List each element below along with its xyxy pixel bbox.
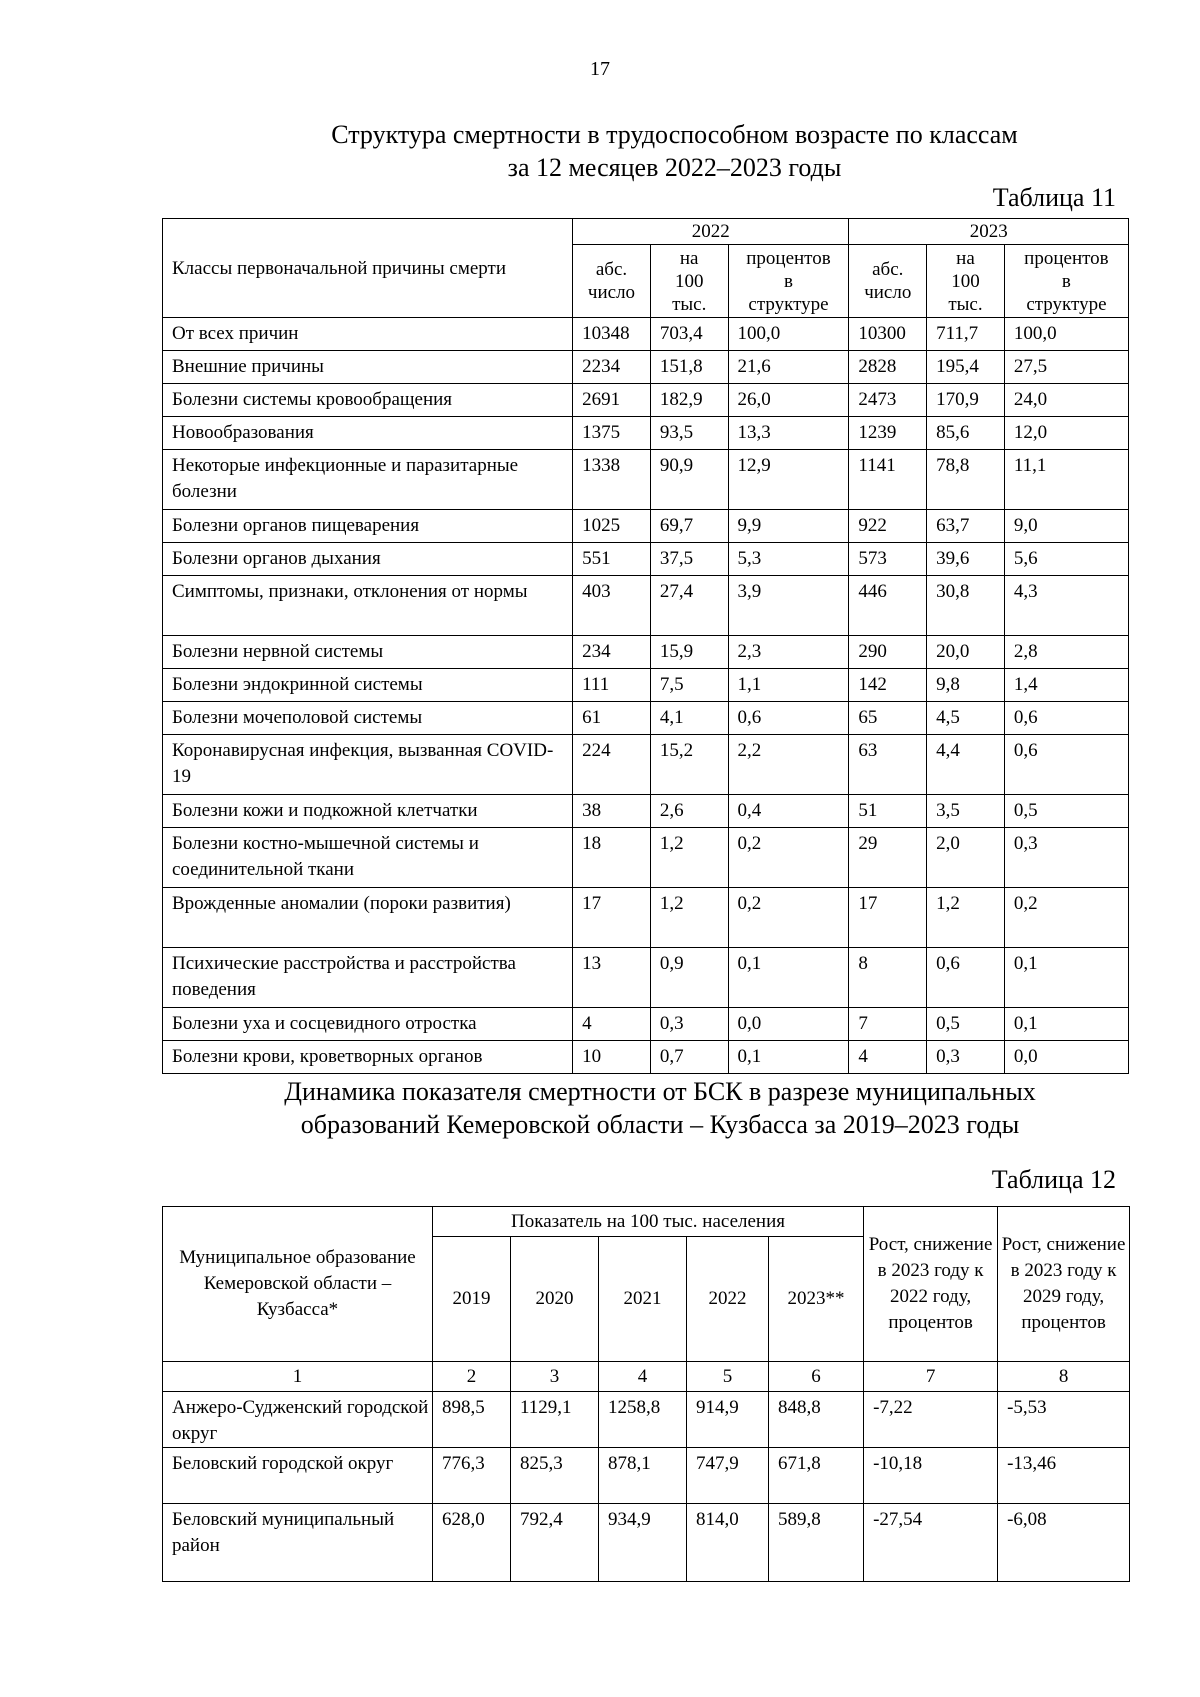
table11-title-line1: Структура смертности в трудоспособном возрасте по классам — [331, 120, 1018, 149]
table-row — [163, 1448, 1130, 1504]
per100k-2022: 1,2 — [650, 888, 728, 948]
abs-2023: 10300 — [849, 318, 927, 351]
cause-name: Болезни уха и сосцевидного отростка — [163, 1008, 573, 1041]
header-year-2020: 2020 — [511, 1237, 599, 1362]
cause-name: Болезни системы кровообращения — [163, 384, 573, 417]
per100k-2022: 27,4 — [650, 576, 728, 636]
pct-2023: 0,6 — [1004, 735, 1128, 795]
cause-name: Внешние причины — [163, 351, 573, 384]
cause-name: Симптомы, признаки, отклонения от нормы — [163, 576, 573, 636]
header-municipality: Муниципальное образование Кемеровской области – Кузбасса* — [163, 1207, 433, 1362]
table-row — [163, 1008, 1129, 1041]
pct-2023: 9,0 — [1004, 510, 1128, 543]
per100k-2023: 9,8 — [927, 669, 1005, 702]
table-row — [163, 576, 1129, 636]
abs-2023: 17 — [849, 888, 927, 948]
table-row — [163, 351, 1129, 384]
abs-2022: 13 — [573, 948, 651, 1008]
table-row — [163, 384, 1129, 417]
pct-2022: 0,2 — [728, 828, 849, 888]
table-row — [163, 1392, 1130, 1448]
pct-2023: 0,1 — [1004, 1008, 1128, 1041]
cause-name: От всех причин — [163, 318, 573, 351]
abs-2023: 1141 — [849, 450, 927, 510]
pct-2022: 100,0 — [728, 318, 849, 351]
municipality-name: Беловский муниципальный район — [163, 1504, 433, 1582]
pct-2023: 4,3 — [1004, 576, 1128, 636]
pct-2023: 24,0 — [1004, 384, 1128, 417]
header-year-2023: 2023 — [849, 219, 1129, 245]
header-year-2019: 2019 — [433, 1237, 511, 1362]
value-2021: 878,1 — [599, 1448, 687, 1504]
value-2023: 671,8 — [769, 1448, 864, 1504]
cause-name: Коронавирусная инфекция, вызванная COVID-19 — [163, 735, 573, 795]
pct-2022: 2,3 — [728, 636, 849, 669]
bsk-mortality-dynamics-table — [162, 1206, 1130, 1582]
header-year-2022: 2022 — [573, 219, 849, 245]
table-row — [163, 702, 1129, 735]
header-year-2022: 2022 — [687, 1237, 769, 1362]
value-2022: 747,9 — [687, 1448, 769, 1504]
col-number: 3 — [511, 1362, 599, 1392]
per100k-2022: 69,7 — [650, 510, 728, 543]
abs-2022: 4 — [573, 1008, 651, 1041]
per100k-2023: 30,8 — [927, 576, 1005, 636]
value-2019: 898,5 — [433, 1392, 511, 1448]
abs-2022: 17 — [573, 888, 651, 948]
mortality-structure-table — [162, 218, 1129, 1074]
value-2019: 776,3 — [433, 1448, 511, 1504]
col-number: 1 — [163, 1362, 433, 1392]
col-number: 8 — [998, 1362, 1130, 1392]
abs-2022: 2234 — [573, 351, 651, 384]
table12-column-numbers — [163, 1362, 1130, 1392]
cause-name: Некоторые инфекционные и паразитарные болезни — [163, 450, 573, 510]
abs-2022: 1025 — [573, 510, 651, 543]
table11-label: Таблица 11 — [992, 183, 1116, 212]
pct-2023: 5,6 — [1004, 543, 1128, 576]
per100k-2022: 7,5 — [650, 669, 728, 702]
abs-2023: 922 — [849, 510, 927, 543]
per100k-2023: 2,0 — [927, 828, 1005, 888]
pct-2023: 1,4 — [1004, 669, 1128, 702]
table12-body — [163, 1392, 1130, 1582]
per100k-2023: 170,9 — [927, 384, 1005, 417]
per100k-2023: 0,3 — [927, 1041, 1005, 1074]
cause-name: Новообразования — [163, 417, 573, 450]
pct-2023: 0,1 — [1004, 948, 1128, 1008]
header-per100k-2022: на 100 тыс. — [650, 245, 728, 318]
abs-2023: 4 — [849, 1041, 927, 1074]
value-2022: 814,0 — [687, 1504, 769, 1582]
abs-2022: 1338 — [573, 450, 651, 510]
value-2020: 1129,1 — [511, 1392, 599, 1448]
per100k-2023: 4,4 — [927, 735, 1005, 795]
per100k-2023: 1,2 — [927, 888, 1005, 948]
abs-2022: 224 — [573, 735, 651, 795]
pct-2023: 27,5 — [1004, 351, 1128, 384]
table12-header-top — [163, 1207, 1130, 1237]
abs-2023: 1239 — [849, 417, 927, 450]
abs-2023: 65 — [849, 702, 927, 735]
abs-2023: 7 — [849, 1008, 927, 1041]
cause-name: Врожденные аномалии (пороки развития) — [163, 888, 573, 948]
per100k-2023: 711,7 — [927, 318, 1005, 351]
header-year-2023: 2023** — [769, 1237, 864, 1362]
value-2023: 589,8 — [769, 1504, 864, 1582]
per100k-2023: 0,6 — [927, 948, 1005, 1008]
abs-2022: 1375 — [573, 417, 651, 450]
pct-2023: 2,8 — [1004, 636, 1128, 669]
table12-title — [160, 1075, 1160, 1141]
header-pct-2022: процентов в структуре — [728, 245, 849, 318]
abs-2022: 18 — [573, 828, 651, 888]
per100k-2022: 93,5 — [650, 417, 728, 450]
per100k-2022: 37,5 — [650, 543, 728, 576]
pct-2022: 21,6 — [728, 351, 849, 384]
table-row — [163, 318, 1129, 351]
table12-label: Таблица 12 — [991, 1165, 1116, 1194]
value-2020: 792,4 — [511, 1504, 599, 1582]
table11-header-years — [163, 219, 1129, 245]
abs-2023: 2828 — [849, 351, 927, 384]
per100k-2022: 182,9 — [650, 384, 728, 417]
cause-name: Болезни эндокринной системы — [163, 669, 573, 702]
cause-name: Болезни кожи и подкожной клетчатки — [163, 795, 573, 828]
per100k-2023: 63,7 — [927, 510, 1005, 543]
pct-2023: 0,0 — [1004, 1041, 1128, 1074]
table12-title-line2: образований Кемеровской области – Кузбасса за 2019–2023 годы — [300, 1110, 1020, 1139]
col-number: 4 — [599, 1362, 687, 1392]
abs-2022: 111 — [573, 669, 651, 702]
table-row — [163, 1041, 1129, 1074]
pct-2022: 0,6 — [728, 702, 849, 735]
page-number: 17 — [590, 58, 610, 80]
header-per100k-2023: на 100 тыс. — [927, 245, 1005, 318]
pct-2022: 26,0 — [728, 384, 849, 417]
pct-2022: 5,3 — [728, 543, 849, 576]
per100k-2023: 4,5 — [927, 702, 1005, 735]
pct-2022: 3,9 — [728, 576, 849, 636]
pct-2022: 12,9 — [728, 450, 849, 510]
header-indicator: Показатель на 100 тыс. населения — [433, 1207, 864, 1237]
cause-name: Болезни костно-мышечной системы и соединительной ткани — [163, 828, 573, 888]
pct-2023: 0,6 — [1004, 702, 1128, 735]
table-row — [163, 948, 1129, 1008]
pct-2023: 0,5 — [1004, 795, 1128, 828]
per100k-2022: 151,8 — [650, 351, 728, 384]
pct-2022: 0,1 — [728, 948, 849, 1008]
table-row — [163, 417, 1129, 450]
pct-2022: 13,3 — [728, 417, 849, 450]
growth-vs-2022: -27,54 — [864, 1504, 998, 1582]
per100k-2023: 39,6 — [927, 543, 1005, 576]
per100k-2023: 195,4 — [927, 351, 1005, 384]
municipality-name: Анжеро-Судженский городской округ — [163, 1392, 433, 1448]
per100k-2022: 90,9 — [650, 450, 728, 510]
header-year-2021: 2021 — [599, 1237, 687, 1362]
header-growth-2029: Рост, снижение в 2023 году к 2029 году, процентов — [998, 1207, 1130, 1362]
per100k-2022: 703,4 — [650, 318, 728, 351]
col-number: 7 — [864, 1362, 998, 1392]
cause-name: Болезни крови, кроветворных органов — [163, 1041, 573, 1074]
per100k-2022: 2,6 — [650, 795, 728, 828]
pct-2022: 0,4 — [728, 795, 849, 828]
cause-name: Болезни нервной системы — [163, 636, 573, 669]
growth-vs-2029: -6,08 — [998, 1504, 1130, 1582]
value-2021: 934,9 — [599, 1504, 687, 1582]
value-2020: 825,3 — [511, 1448, 599, 1504]
table-row — [163, 1504, 1130, 1582]
abs-2023: 63 — [849, 735, 927, 795]
pct-2022: 0,0 — [728, 1008, 849, 1041]
table-row — [163, 828, 1129, 888]
table-row — [163, 450, 1129, 510]
per100k-2023: 78,8 — [927, 450, 1005, 510]
abs-2022: 234 — [573, 636, 651, 669]
per100k-2022: 15,9 — [650, 636, 728, 669]
abs-2022: 551 — [573, 543, 651, 576]
pct-2023: 12,0 — [1004, 417, 1128, 450]
pct-2023: 0,3 — [1004, 828, 1128, 888]
abs-2023: 2473 — [849, 384, 927, 417]
pct-2022: 0,2 — [728, 888, 849, 948]
per100k-2022: 1,2 — [650, 828, 728, 888]
per100k-2022: 0,9 — [650, 948, 728, 1008]
col-number: 6 — [769, 1362, 864, 1392]
table12-title-line1: Динамика показателя смертности от БСК в разрезе муниципальных — [284, 1077, 1036, 1106]
pct-2022: 1,1 — [728, 669, 849, 702]
growth-vs-2029: -13,46 — [998, 1448, 1130, 1504]
per100k-2023: 85,6 — [927, 417, 1005, 450]
growth-vs-2022: -10,18 — [864, 1448, 998, 1504]
municipality-name: Беловский городской округ — [163, 1448, 433, 1504]
abs-2022: 38 — [573, 795, 651, 828]
cause-name: Болезни органов пищеварения — [163, 510, 573, 543]
cause-name: Болезни мочеполовой системы — [163, 702, 573, 735]
abs-2023: 446 — [849, 576, 927, 636]
table11-body — [163, 318, 1129, 1074]
pct-2023: 100,0 — [1004, 318, 1128, 351]
per100k-2022: 0,7 — [650, 1041, 728, 1074]
value-2022: 914,9 — [687, 1392, 769, 1448]
pct-2022: 2,2 — [728, 735, 849, 795]
pct-2023: 0,2 — [1004, 888, 1128, 948]
abs-2022: 2691 — [573, 384, 651, 417]
value-2023: 848,8 — [769, 1392, 864, 1448]
col-number: 2 — [433, 1362, 511, 1392]
table11-title-line2: за 12 месяцев 2022–2023 годы — [507, 153, 842, 182]
abs-2023: 8 — [849, 948, 927, 1008]
pct-2023: 11,1 — [1004, 450, 1128, 510]
table-row — [163, 543, 1129, 576]
growth-vs-2022: -7,22 — [864, 1392, 998, 1448]
abs-2023: 51 — [849, 795, 927, 828]
per100k-2022: 4,1 — [650, 702, 728, 735]
per100k-2023: 0,5 — [927, 1008, 1005, 1041]
table-row — [163, 888, 1129, 948]
per100k-2023: 3,5 — [927, 795, 1005, 828]
table-row — [163, 669, 1129, 702]
value-2021: 1258,8 — [599, 1392, 687, 1448]
per100k-2022: 15,2 — [650, 735, 728, 795]
header-abs-2023: абс. число — [849, 245, 927, 318]
pct-2022: 9,9 — [728, 510, 849, 543]
header-growth-2022: Рост, снижение в 2023 году к 2022 году, процентов — [864, 1207, 998, 1362]
abs-2022: 403 — [573, 576, 651, 636]
header-pct-2023: процентов в структуре — [1004, 245, 1128, 318]
abs-2022: 10348 — [573, 318, 651, 351]
abs-2023: 29 — [849, 828, 927, 888]
per100k-2023: 20,0 — [927, 636, 1005, 669]
abs-2022: 10 — [573, 1041, 651, 1074]
cause-name: Психические расстройства и расстройства поведения — [163, 948, 573, 1008]
table-row — [163, 510, 1129, 543]
table-row — [163, 795, 1129, 828]
growth-vs-2029: -5,53 — [998, 1392, 1130, 1448]
pct-2022: 0,1 — [728, 1041, 849, 1074]
header-abs-2022: абс. число — [573, 245, 651, 318]
header-class-col: Классы первоначальной причины смерти — [163, 219, 573, 318]
table-row — [163, 636, 1129, 669]
value-2019: 628,0 — [433, 1504, 511, 1582]
abs-2023: 573 — [849, 543, 927, 576]
cause-name: Болезни органов дыхания — [163, 543, 573, 576]
abs-2023: 290 — [849, 636, 927, 669]
abs-2023: 142 — [849, 669, 927, 702]
abs-2022: 61 — [573, 702, 651, 735]
table-row — [163, 735, 1129, 795]
col-number: 5 — [687, 1362, 769, 1392]
per100k-2022: 0,3 — [650, 1008, 728, 1041]
table11-title — [162, 118, 1187, 184]
